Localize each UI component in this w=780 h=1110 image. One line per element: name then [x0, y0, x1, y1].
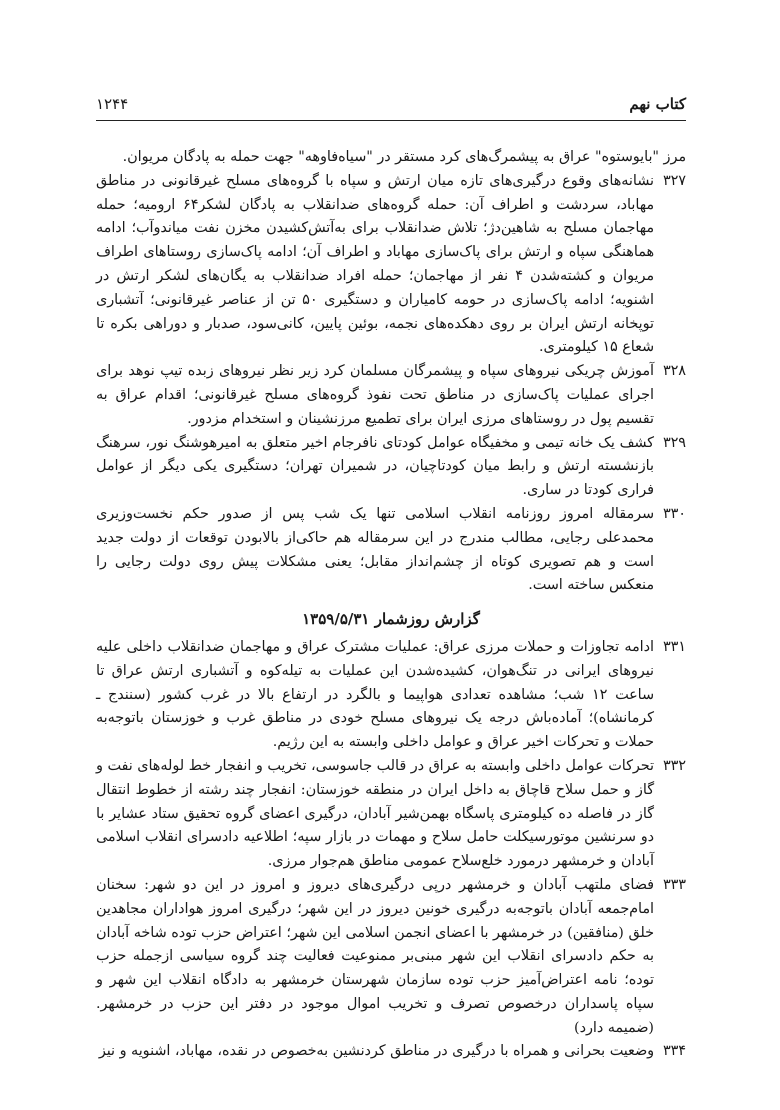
entry-text: کشف یک خانه تیمی و مخفیگاه عوامل کودتای نافرجام اخیر متعلق به امیرهوشنگ نور، سرهنگ بازنشسته ارتش و رابط میان کودتاچیان، در شمیران تهران؛ دستگیری یکی دیگر از عوامل فراری کودتا در ساری.	[96, 434, 654, 499]
entry-331	[96, 636, 686, 755]
entry-number: ۳۳۰	[662, 505, 686, 522]
entry-number: ۳۳۲	[662, 757, 686, 774]
entry-text: آموزش چریکی نیروهای سپاه و پیشمرگان مسلمان کرد زیر نظر نیروهای زبده تیپ نوهد برای اجرای عملیات پاک‌سازی در مناطق تحت نفوذ گروه‌های مسلح غیرقانونی؛ اقدام عراق به تقسیم پول در روستاهای مرزی ایران برای تطمیع مرزنشینان و استخدام مزدور.	[96, 363, 654, 427]
entry-332	[96, 755, 686, 874]
entry-text: ادامه تجاوزات و حملات مرزی عراق: عملیات مشترک عراق و مهاجمان ضدانقلاب داخلی علیه نیروهای ایرانی در تنگ‌هوان، کشیده‌شدن این عملیات به تیله‌کوه و آتشباری ارتش عراق تا ساعت ۱۲ شب؛ مشاهده تعدادی هواپیما و بالگرد در ارتفاع بالا در غرب کشور (سنندج ـ کرمانشاه)؛ آماده‌باش درجه یک نیروهای مسلح خودی در مناطق غرب و خوزستان باتوجه‌به حملات و تحرکات اخیر عراق و عوامل داخلی وابسته به این رژیم.	[96, 638, 654, 751]
entry-number: ۳۳۱	[662, 638, 686, 655]
entry-328	[96, 360, 686, 431]
header-rule	[96, 120, 686, 121]
book-title: کتاب نهم	[629, 95, 686, 113]
entry-number: ۳۲۷	[662, 172, 686, 189]
entry-text: نشانه‌های وقوع درگیری‌های تازه میان ارتش و سپاه با گروه‌های مسلح غیرقانونی در مناطق مهاباد، سردشت و اطراف آن: حمله گروه‌های ضدانقلاب به پادگان لشکر۶۴ ارومیه؛ حمله مهاجمان مسلح به شاهین‌دژ؛ تلاش ضدانقلاب برای به‌آتش‌کشیدن مخزن نفت میاندوآب؛ ادامه هماهنگی سپاه و ارتش برای پاک‌سازی مهاباد و اطراف آن؛ ادامه پاک‌سازی روستاهای اطراف مریوان و کشته‌شدن ۴ نفر از مهاجمان؛ حمله افراد ضدانقلاب به یگان‌های لشکر ارتش در اشنویه؛ ادامه پاک‌سازی در حومه کامیاران و دستگیری ۵۰ تن از عناصر غیرقانونی؛ آتشباری توپخانه ارتش ایران بر روی دهکده‌های نجمه، بوئین پایین، کانی‌سود، صدبار و دوراهی بکره تا شعاع ۱۵ کیلومتری.	[96, 172, 654, 356]
entry-329	[96, 432, 686, 503]
entry-text: فضای ملتهب آبادان و خرمشهر درپی درگیری‌های دیروز و امروز در این دو شهر: سخنان امام‌جمعه آبادان باتوجه‌به درگیری خونین دیروز در این شهر؛ درگیری امروز هواداران مجاهدین خلق (منافقین) در خرمشهر با اعضای انجمن اسلامی این شهر؛ اعتراض حزب توده شاخه آبادان به حکم دادسرای انقلاب این شهر مبنی‌بر ممنوعیت فعالیت چند گروه سیاسی ازجمله حزب توده؛ نامه اعتراض‌آمیز حزب توده سازمان شهرستان خرمشهر به دادگاه انقلاب این شهر و سپاه پاسداران درخصوص تصرف و تخریب اموال موجود در دفتر این حزب در خرمشهر. (ضمیمه دارد)	[96, 876, 654, 1036]
entry-number: ۳۳۴	[662, 1043, 686, 1060]
entry-text: سرمقاله امروز روزنامه انقلاب اسلامی تنها یک شب پس از صدور حکم نخست‌وزیری محمدعلی رجایی، مطالب مندرج در این سرمقاله هم حاکی‌از بالابودن توقعات از دولت جدید است و هم تصویری کوتاه از چشم‌انداز مقابل؛ یعنی مشکلات پیش روی دولت رجایی را منعکس ساخته است.	[96, 505, 654, 594]
entry-330	[96, 503, 686, 598]
page-header	[96, 92, 686, 116]
entry-327	[96, 170, 686, 360]
page-number: ۱۲۴۴	[96, 95, 129, 113]
page-body	[96, 146, 686, 1064]
entry-333	[96, 874, 686, 1041]
entry-text: وضعیت بحرانی و همراه با درگیری در مناطق کردنشین به‌خصوص در نقده، مهاباد، اشنویه و نیز	[98, 1043, 654, 1060]
entry-334	[96, 1040, 686, 1064]
entry-number: ۳۲۹	[662, 434, 686, 451]
continuation-paragraph: مرز "بایوستوه" عراق به پیشمرگ‌های کرد مستقر در "سیاه‌فاوهه" جهت حمله به پادگان مریوان.	[122, 149, 686, 165]
entry-text: تحرکات عوامل داخلی وابسته به عراق در قالب جاسوسی، تخریب و انفجار خط لوله‌های نفت و گاز و حمل سلاح قاچاق به داخل ایران در منطقه خوزستان: انفجار چند رشته از خطوط انتقال گاز در فاصله ده کیلومتری پاسگاه بهمن‌شیر آبادان، درگیری اعضای گروه تحقیق ستاد عشایر با دو سرنشین موتورسیکلت حامل سلاح و مهمات در بازار سپه؛ اطلاعیه دادسرای انقلاب اسلامی آبادان و خرمشهر درمورد خلع‌سلاح عمومی مناطق هم‌جوار مرزی.	[96, 757, 654, 870]
entry-number: ۳۲۸	[662, 363, 686, 380]
entries-before	[96, 170, 686, 598]
entries-after	[96, 636, 686, 1064]
entry-number: ۳۳۳	[662, 876, 686, 893]
section-title: گزارش روزشمار ۱۳۵۹/۵/۳۱	[302, 610, 480, 629]
